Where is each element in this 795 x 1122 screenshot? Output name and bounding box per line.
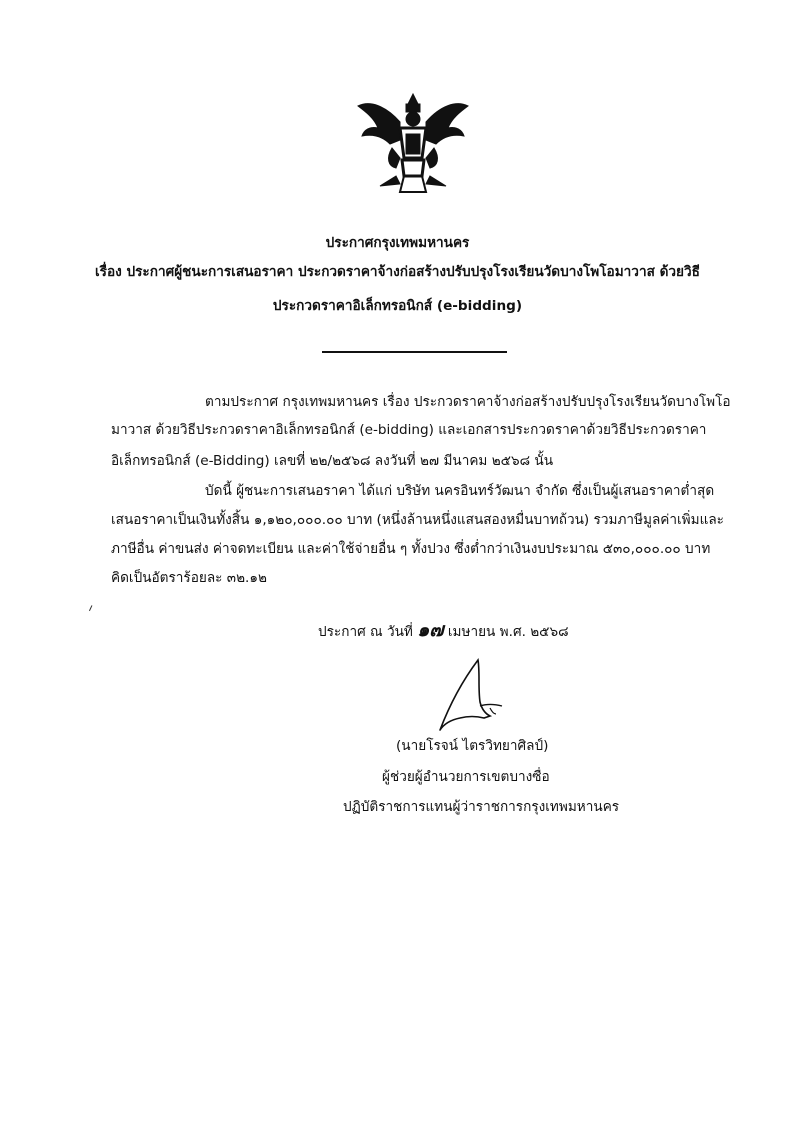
header-subject-line1: เรื่อง ประกาศผู้ชนะการเสนอราคา ประกวดราคาจ้างก่อสร้างปรับปรุงโรงเรียนวัดบางโพโอมาวาส ด้วยวิธี (95, 264, 700, 280)
date-suffix: เมษายน พ.ศ. ๒๕๖๘ (447, 624, 569, 640)
header-subject-line2: ประกวดราคาอิเล็กทรอนิกส์ (e-bidding) (272, 298, 523, 314)
stray-mark (89, 605, 96, 613)
paragraph2-line3: ภาษีอื่น ค่าขนส่ง ค่าจดทะเบียน และค่าใช้จ่ายอื่น ๆ ทั้งปวง ซึ่งต่ำกว่าเงินงบประมาณ ๕๓๐,๐๐๐.๐๐ บาท (111, 541, 711, 557)
paragraph2-line2: เสนอราคาเป็นเงินทั้งสิ้น ๑,๑๒๐,๐๐๐.๐๐ บาท (หนึ่งล้านหนึ่งแสนสองหมื่นบาทถ้วน) รวมภาษีมูลค่าเพิ่มและ (111, 512, 724, 528)
announcement-date (318, 620, 569, 642)
title-divider (322, 351, 507, 353)
paragraph2-line1: บัดนี้ ผู้ชนะการเสนอราคา ได้แก่ บริษัท นครอินทร์วัฒนา จำกัด ซึ่งเป็นผู้เสนอราคาต่ำสุด (205, 483, 715, 499)
header-org: ประกาศกรุงเทพมหานคร (325, 235, 470, 251)
handwritten-signature (420, 654, 520, 734)
signatory-name: (นายโรจน์ ไตรวิทยาศิลป์) (396, 738, 549, 754)
signatory-acting: ปฏิบัติราชการแทนผู้ว่าราชการกรุงเทพมหานคร (343, 799, 620, 815)
garuda-emblem (356, 92, 470, 196)
date-prefix: ประกาศ ณ วันที่ (318, 624, 413, 640)
date-day-handwritten: ๑๗ (417, 619, 444, 641)
paragraph2-line4: คิดเป็นอัตราร้อยละ ๓๒.๑๒ (111, 570, 267, 586)
paragraph1-line3: อิเล็กทรอนิกส์ (e-Bidding) เลขที่ ๒๒/๒๕๖๘ ลงวันที่ ๒๗ มีนาคม ๒๕๖๘ นั้น (111, 453, 553, 469)
paragraph1-line2: มาวาส ด้วยวิธีประกวดราคาอิเล็กทรอนิกส์ (e-bidding) และเอกสารประกวดราคาด้วยวิธีประกวดราคา (111, 422, 707, 438)
paragraph1-line1: ตามประกาศ กรุงเทพมหานคร เรื่อง ประกวดราคาจ้างก่อสร้างปรับปรุงโรงเรียนวัดบางโพโอ (205, 394, 731, 410)
signatory-title: ผู้ช่วยผู้อำนวยการเขตบางซื่อ (382, 769, 550, 785)
